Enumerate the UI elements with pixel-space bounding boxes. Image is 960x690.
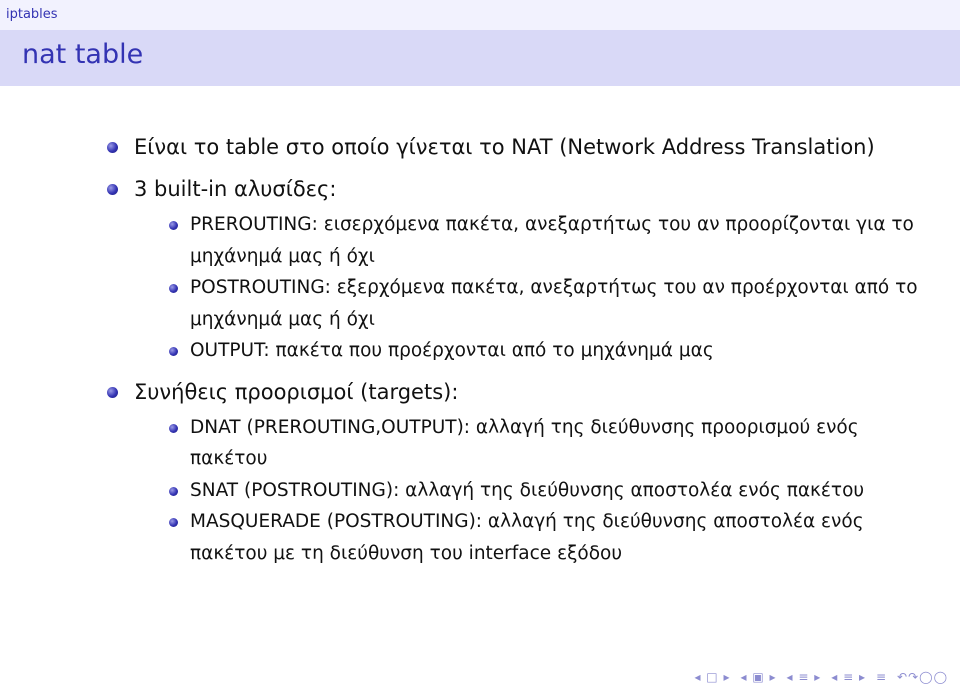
sub-item-text: PREROUTING: εισερχόμενα πακέτα, ανεξαρτήτως του αν προορίζονται για το μηχάνημά μας ή όχι [190,214,914,267]
item-text: Είναι το table στο οποίο γίνεται το NAT (Network Address Translation) [134,135,875,159]
list-item [0,172,960,367]
list-item [0,130,960,164]
sub-list-item [190,475,920,507]
bullet-icon [107,184,118,195]
sub-item-text: DNAT (PREROUTING,OUTPUT): αλλαγή της διεύθυνσης προορισμού ενός πακέτου [190,416,859,469]
sub-bullet-icon [169,284,178,293]
nav-subsection-icon[interactable]: ◂ ≡ ▸ [786,670,822,684]
sub-bullet-icon [169,518,178,527]
sub-item-text: SNAT (POSTROUTING): αλλαγή της διεύθυνσης αποστολέα ενός πακέτου [190,479,865,501]
header-bar [0,0,960,30]
frame-title-bar [0,30,960,86]
sub-list-item [190,335,920,367]
sub-bullet-icon [169,221,178,230]
bullet-icon [107,142,118,153]
sub-bullet-icon [169,487,178,496]
sub-bullet-icon [169,347,178,356]
sub-list-item [190,209,920,272]
sub-item-text: MASQUERADE (POSTROUTING): αλλαγή της διεύθυνσης αποστολέα ενός πακέτου με τη διεύθυνση του interface εξόδου [190,511,864,564]
sub-item-text: OUTPUT: πακέτα που προέρχονται από το μηχάνημά μας [190,340,714,361]
slide-content [0,130,960,577]
sub-list-item [190,272,920,335]
page-title: nat table [22,39,144,70]
bullet-icon [107,387,118,398]
item-text: 3 built-in αλυσίδες: [134,177,337,201]
breadcrumb[interactable]: iptables [6,7,58,22]
sub-bullet-icon [169,424,178,433]
nav-frame-forward-icon[interactable]: ◂ ▣ ▸ [740,670,777,684]
sub-list-item [190,506,920,569]
nav-search-icon[interactable]: ↶↷◯◯ [897,670,948,684]
sub-list [134,412,920,570]
beamer-navigation [694,670,948,684]
sub-list [134,209,920,367]
nav-section-icon[interactable]: ◂ ≡ ▸ [831,670,866,684]
sub-list-item [190,412,920,475]
sub-item-text: POSTROUTING: εξερχόμενα πακέτα, ανεξαρτήτως του αν προέρχονται από το μηχάνημά μας ή όχι [190,277,918,330]
item-text: Συνήθεις προορισμοί (targets): [134,379,459,404]
list-item [0,375,960,570]
nav-frame-back-icon[interactable]: ◂ □ ▸ [694,670,731,684]
nav-align-icon[interactable]: ≡ [875,670,888,684]
